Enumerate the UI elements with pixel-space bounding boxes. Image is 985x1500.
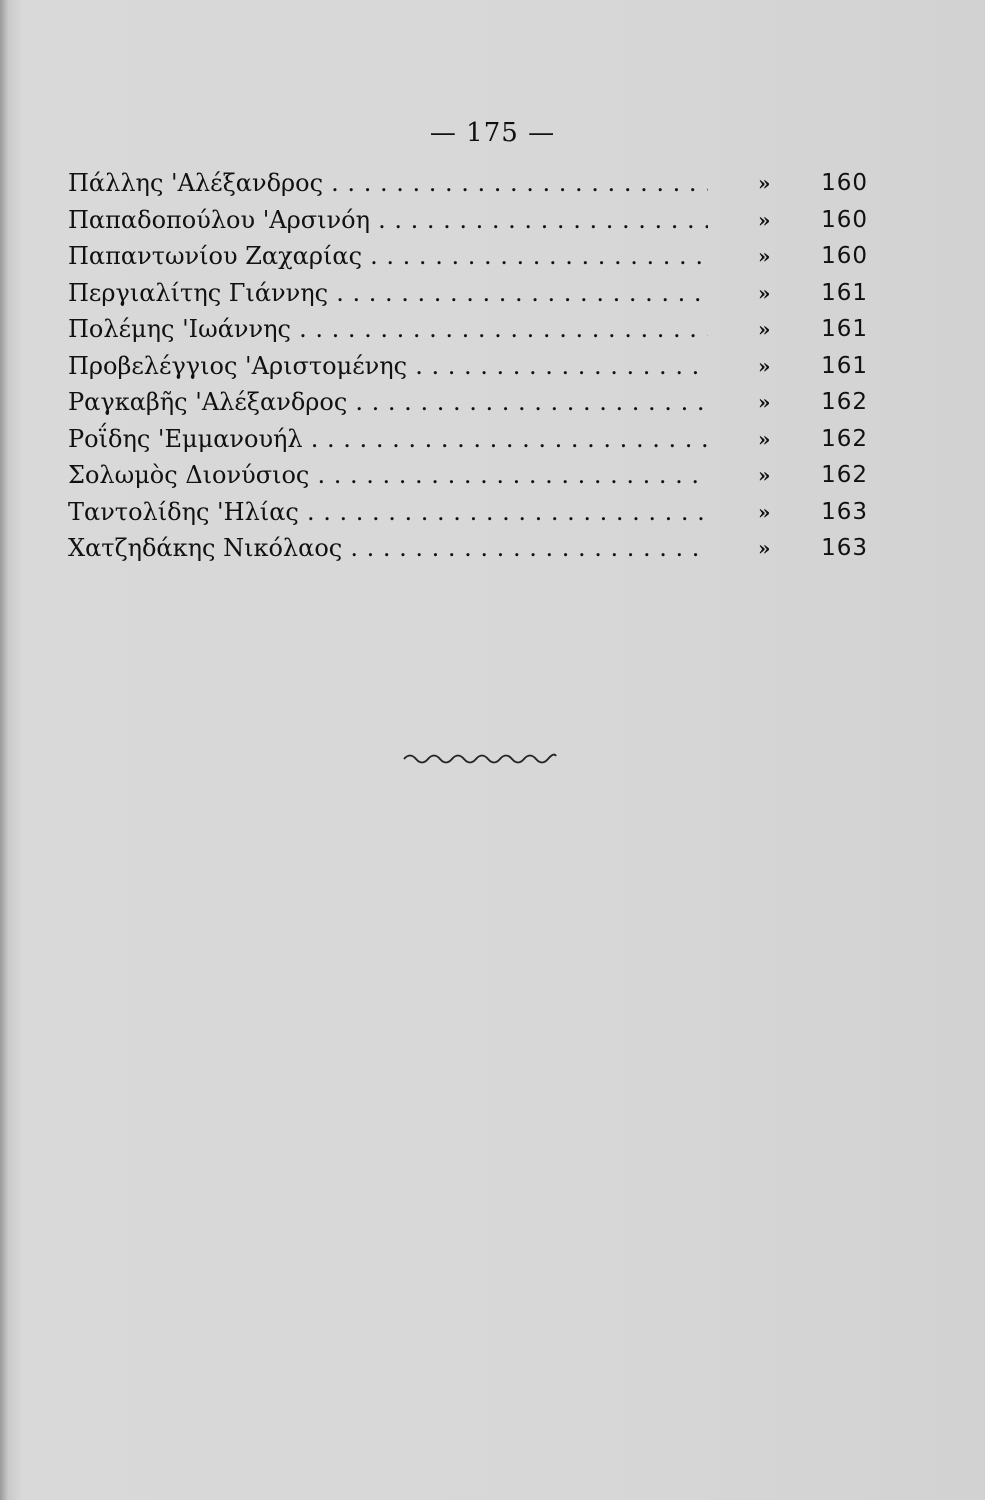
index-entry bbox=[68, 275, 868, 312]
page-reference: 160 bbox=[821, 170, 868, 196]
ditto-mark: » bbox=[758, 426, 771, 451]
wavy-line-ornament-icon bbox=[402, 748, 558, 770]
page-reference: 163 bbox=[821, 535, 868, 561]
entry-name: Ραγκαβῆς 'Αλέξανδρος . . . bbox=[68, 384, 708, 421]
index-entry bbox=[68, 457, 868, 494]
entry-name: Ταντολίδης 'Ηλίας . . . bbox=[68, 494, 708, 531]
ditto-mark: » bbox=[758, 390, 771, 414]
entry-name: Χατζηδάκης Νικόλαος . . . bbox=[68, 530, 708, 567]
page-reference: 162 bbox=[821, 389, 868, 415]
index-entry bbox=[68, 384, 868, 421]
page-reference: 161 bbox=[821, 279, 868, 306]
entry-name: Πάλλης 'Αλέξανδρος . . . bbox=[68, 165, 708, 202]
ditto-mark: » bbox=[758, 463, 771, 487]
index-entry bbox=[68, 421, 868, 458]
page-reference: 163 bbox=[821, 498, 868, 525]
index-entry bbox=[68, 238, 868, 275]
ditto-mark: » bbox=[758, 171, 771, 195]
index-entry bbox=[68, 348, 868, 385]
ditto-mark: » bbox=[758, 280, 771, 305]
entry-name: Παπαδοπούλου 'Αρσινόη . . . bbox=[68, 202, 708, 239]
index-entry bbox=[68, 165, 868, 202]
entry-name: Πολέμης 'Ιωάννης . . . bbox=[68, 311, 708, 348]
index-entry bbox=[68, 202, 868, 239]
index-entry bbox=[68, 311, 868, 348]
page-reference: 161 bbox=[821, 316, 868, 342]
entry-name: Ροΐδης 'Εμμανουήλ . . . bbox=[68, 421, 708, 458]
ditto-mark: » bbox=[758, 353, 771, 378]
page-reference: 162 bbox=[821, 462, 868, 488]
page-reference: 161 bbox=[821, 352, 868, 379]
index-list bbox=[68, 165, 868, 567]
entry-name: Σολωμὸς Διονύσιος . . . bbox=[68, 457, 708, 494]
page-reference: 162 bbox=[821, 425, 868, 452]
page-reference: 160 bbox=[821, 243, 868, 269]
ditto-mark: » bbox=[758, 499, 771, 524]
page-number: — 175 — bbox=[429, 118, 556, 148]
entry-name: Παπαντωνίου Ζαχαρίας . . . bbox=[68, 238, 708, 275]
ditto-mark: » bbox=[758, 536, 771, 560]
ditto-mark: » bbox=[758, 244, 771, 268]
ditto-mark: » bbox=[758, 207, 771, 232]
entry-name: Προβελέγγιος 'Αριστομένης . . . bbox=[68, 348, 708, 385]
ditto-mark: » bbox=[758, 317, 771, 341]
index-entry bbox=[68, 530, 868, 567]
page-reference: 160 bbox=[821, 206, 868, 233]
entry-name: Περγιαλίτης Γιάννης . . . bbox=[68, 275, 708, 312]
index-entry bbox=[68, 494, 868, 531]
